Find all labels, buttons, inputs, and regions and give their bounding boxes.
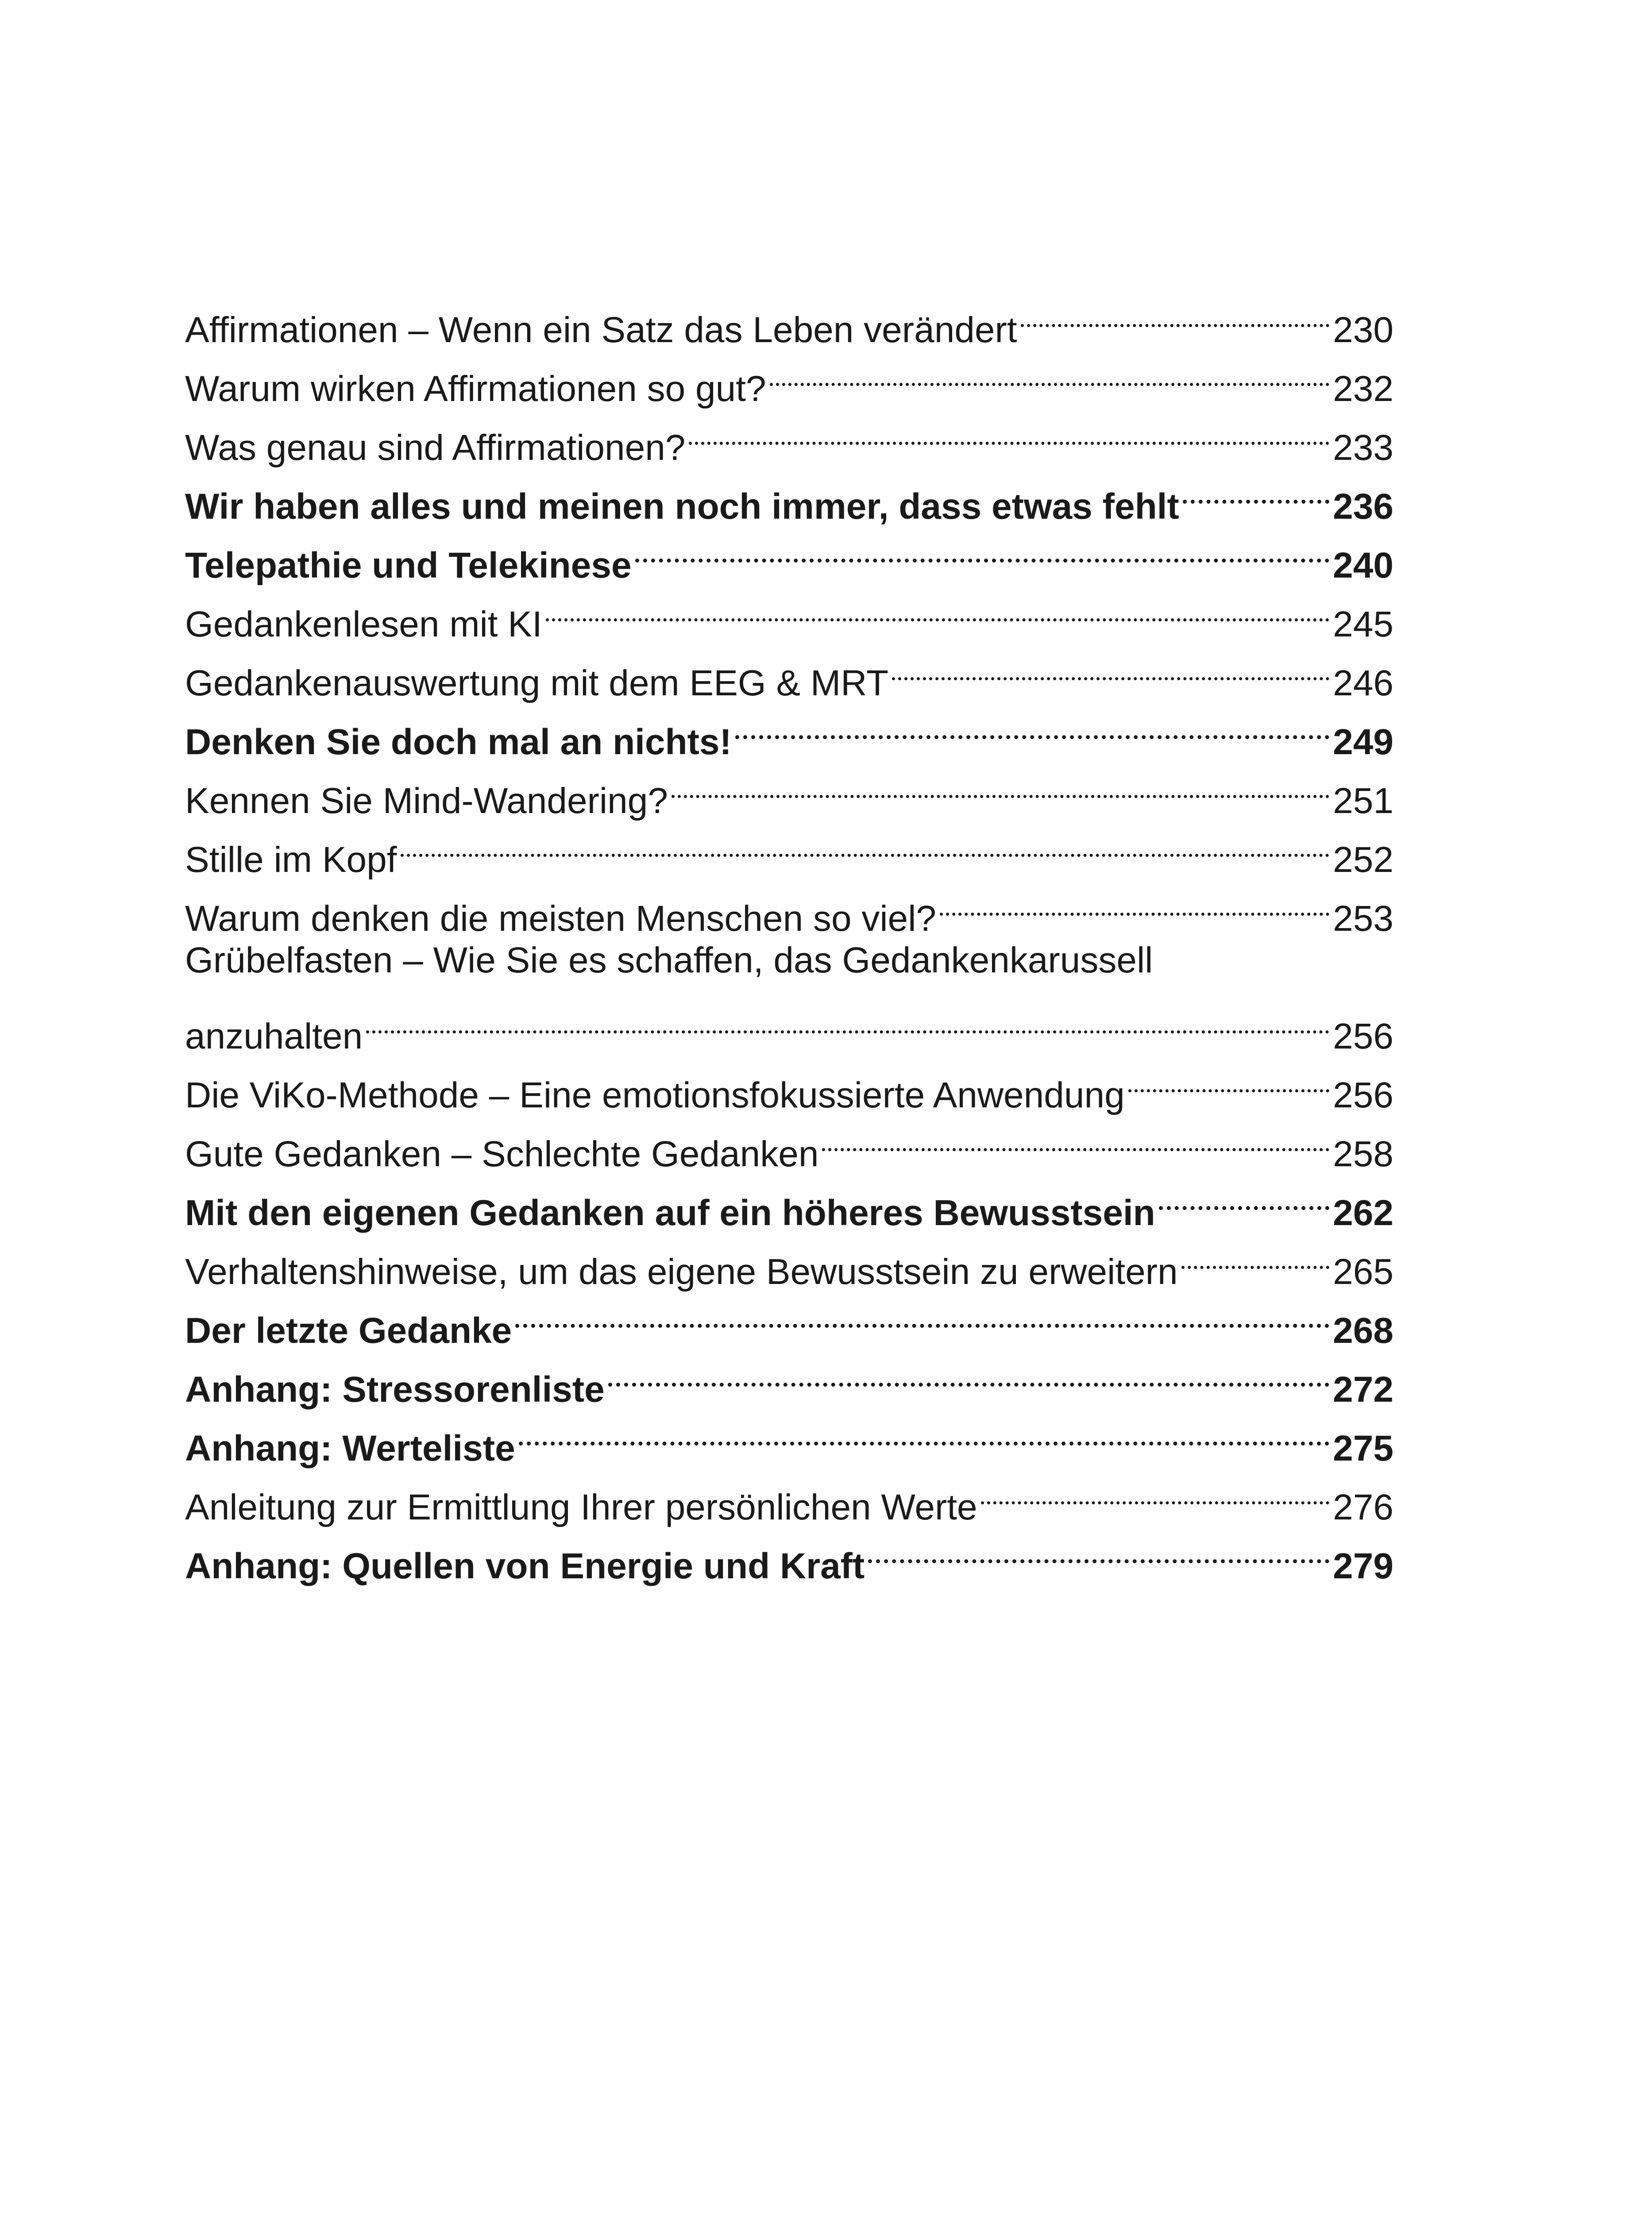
toc-entry-title: Affirmationen – Wenn ein Satz das Leben verändert <box>185 310 1017 350</box>
toc-entry-title: Mit den eigenen Gedanken auf ein höheres Bewusstsein <box>185 1193 1155 1233</box>
toc-entry-page: 276 <box>1333 1487 1393 1527</box>
dot-leader <box>672 754 1329 813</box>
toc-entry-title: Gute Gedanken – Schlechte Gedanken <box>185 1134 819 1174</box>
toc-entry-page: 249 <box>1333 722 1393 762</box>
toc-entry-title: Warum wirken Affirmationen so gut? <box>185 369 766 409</box>
dot-leader <box>892 636 1329 695</box>
toc-entry-page: 251 <box>1333 781 1393 821</box>
toc-entry-page: 233 <box>1333 428 1393 468</box>
toc-entry-page: 240 <box>1333 545 1393 586</box>
toc-entry-page: 262 <box>1333 1193 1393 1233</box>
toc-entry-page: 268 <box>1333 1311 1393 1351</box>
toc-entry-title: Gedankenlesen mit KI <box>185 604 542 644</box>
dot-leader <box>519 1402 1329 1461</box>
dot-leader <box>689 401 1329 460</box>
toc-entry-page: 236 <box>1333 486 1393 527</box>
toc-entry-page: 232 <box>1333 369 1393 409</box>
dot-leader <box>735 695 1329 754</box>
toc-entry-title: Anleitung zur Ermittlung Ihrer persönlichen Werte <box>185 1487 977 1527</box>
dot-leader <box>546 578 1329 636</box>
toc-entry-page: 253 <box>1333 898 1393 939</box>
toc-entry-title-line1: Grübelfasten – Wie Sie es schaffen, das Gedankenkarussell <box>185 940 1153 980</box>
dot-leader <box>1183 460 1329 519</box>
toc-entry-title: Denken Sie doch mal an nichts! <box>185 722 732 762</box>
toc-entry <box>185 1049 1393 1115</box>
toc-entry-page: 279 <box>1333 1546 1393 1586</box>
toc-entry-title: Telepathie und Telekinese <box>185 545 632 586</box>
dot-leader <box>770 342 1330 401</box>
toc-entry-first-line <box>185 931 1393 990</box>
toc-entry-title: Was genau sind Affirmationen? <box>185 428 686 468</box>
dot-leader <box>1159 1166 1329 1225</box>
toc-entry-title: anzuhalten <box>185 1016 363 1056</box>
toc-entry-page: 256 <box>1333 1075 1393 1115</box>
toc-entry-title: Gedankenauswertung mit dem EEG & MRT <box>185 663 889 703</box>
dot-leader <box>515 1284 1329 1343</box>
toc-entry-title: Der letzte Gedanke <box>185 1311 512 1351</box>
toc-entry-page: 258 <box>1333 1134 1393 1174</box>
dot-leader <box>1128 1049 1330 1107</box>
toc-entry <box>185 283 1393 350</box>
dot-leader <box>366 990 1329 1049</box>
dot-leader <box>868 1519 1329 1578</box>
table-of-contents <box>185 283 1393 1586</box>
toc-entry-page: 245 <box>1333 604 1393 644</box>
toc-entry-page: 256 <box>1333 1016 1393 1056</box>
toc-entry-page: 272 <box>1333 1369 1393 1410</box>
toc-entry-title: Die ViKo-Methode – Eine emotionsfokussierte Anwendung <box>185 1075 1125 1115</box>
toc-entry-title: Stille im Kopf <box>185 840 397 880</box>
dot-leader <box>981 1461 1330 1519</box>
toc-entry-page: 275 <box>1333 1428 1393 1469</box>
dot-leader <box>1181 1225 1330 1284</box>
toc-entry-title: Anhang: Quellen von Energie und Kraft <box>185 1546 865 1586</box>
dot-leader <box>608 1343 1329 1402</box>
toc-entry-title: Verhaltenshinweise, um das eigene Bewusstsein zu erweitern <box>185 1252 1178 1292</box>
dot-leader <box>401 813 1330 872</box>
toc-entry-title: Anhang: Stressorenliste <box>185 1369 605 1410</box>
toc-entry-title: Kennen Sie Mind-Wandering? <box>185 781 668 821</box>
dot-leader <box>1021 283 1330 342</box>
toc-entry-title: Warum denken die meisten Menschen so viel? <box>185 898 937 939</box>
dot-leader <box>822 1107 1329 1166</box>
toc-entry-title: Wir haben alles und meinen noch immer, dass etwas fehlt <box>185 486 1179 527</box>
toc-entry-page: 246 <box>1333 663 1393 703</box>
toc-entry <box>185 990 1393 1056</box>
toc-entry-page: 230 <box>1333 310 1393 350</box>
dot-leader <box>635 519 1330 578</box>
toc-entry-title: Anhang: Werteliste <box>185 1428 515 1469</box>
dot-leader <box>940 872 1329 931</box>
toc-entry-page: 265 <box>1333 1252 1393 1292</box>
toc-entry-page: 252 <box>1333 840 1393 880</box>
